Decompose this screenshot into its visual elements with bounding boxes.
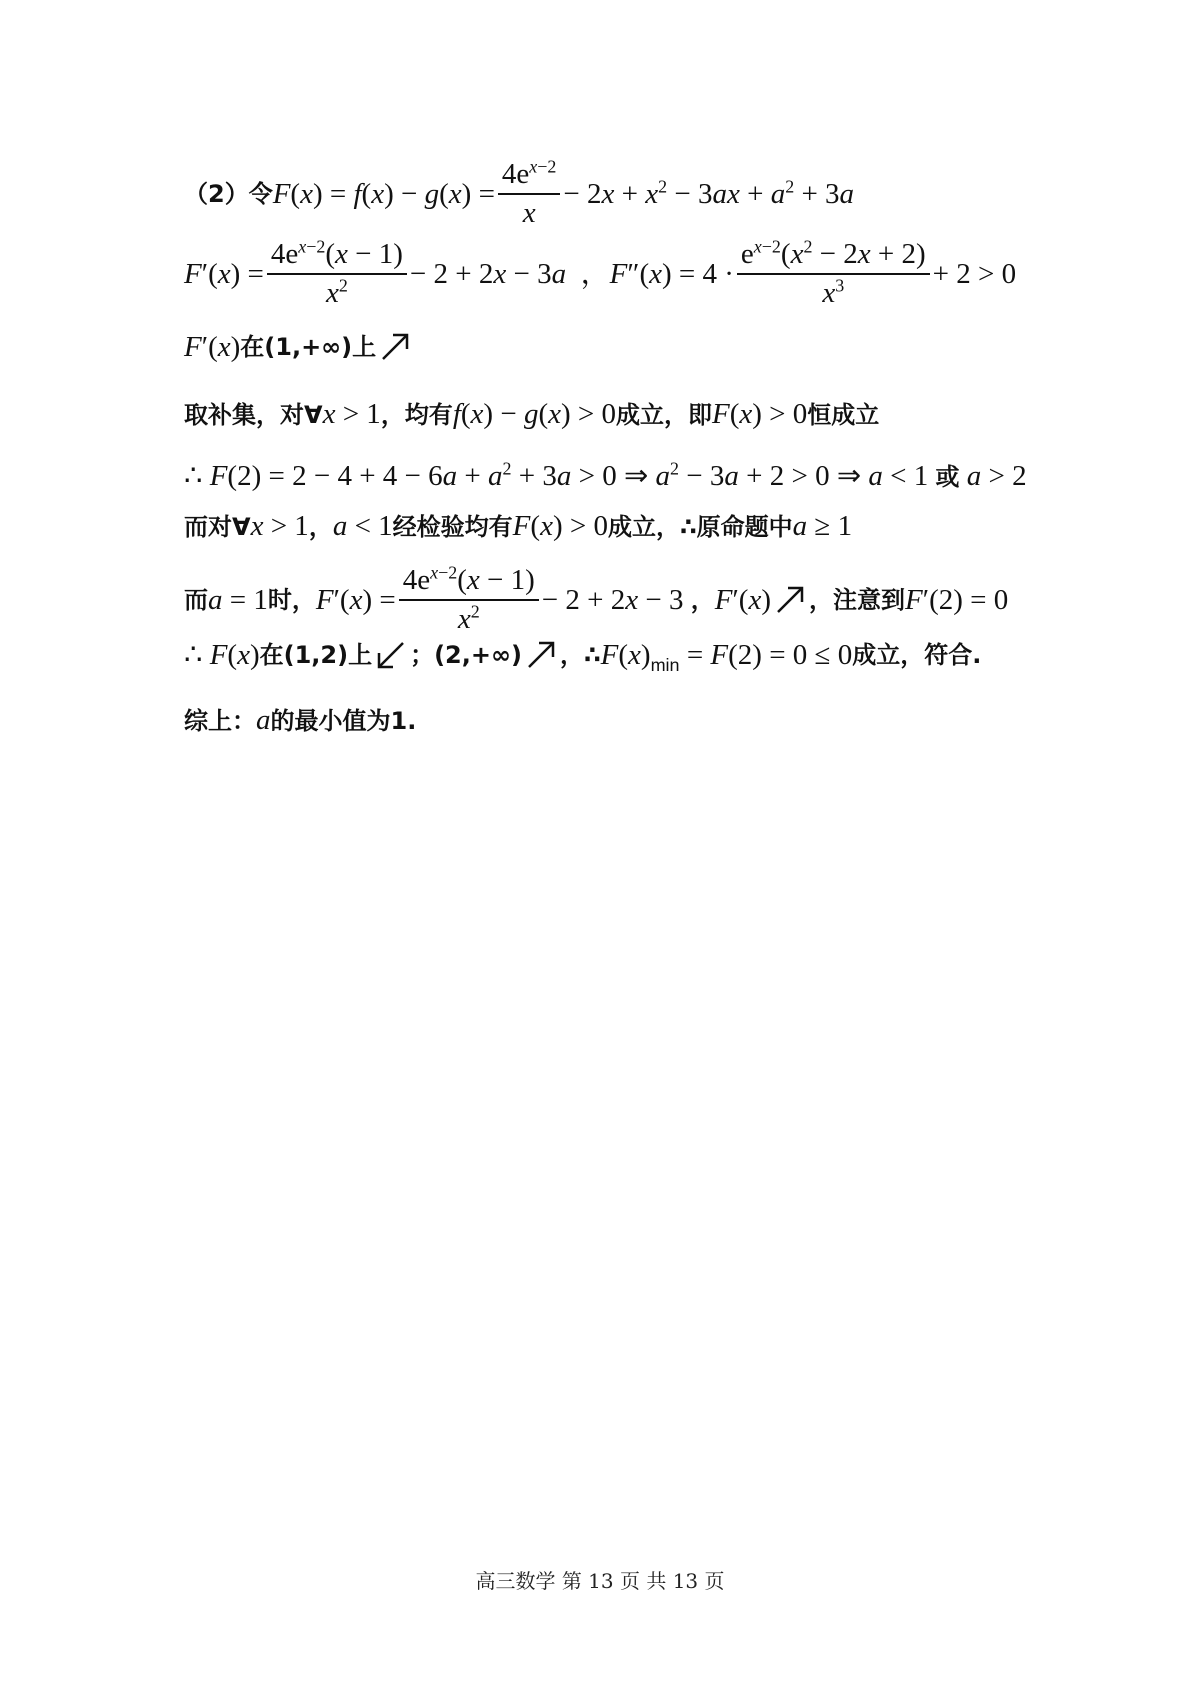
page-footer: 高三数学 第 13 页 共 13 页 <box>475 1569 725 1593</box>
formula: F(x) > 0 <box>712 398 808 430</box>
text: ，∴ <box>559 641 601 669</box>
text: ；(2,+∞) <box>410 641 522 669</box>
formula: F(x) <box>209 638 260 671</box>
text: ， <box>690 586 715 614</box>
fraction: $\frac{4e^{x-2}(x - 1)}{x^2}$ <box>399 566 539 634</box>
solution-line-9 <box>184 706 416 735</box>
fraction: $\frac{4e^{x-2}}{x}$ <box>498 160 560 228</box>
text: 在(1,2)上 <box>259 641 373 669</box>
formula: F′(2) = 0 <box>905 583 1009 616</box>
formula: F′(x) <box>714 583 772 616</box>
increasing-arrow-icon <box>380 332 410 362</box>
fraction: $\frac{4e^{x-2}(x - 1)}{x^2}$ <box>267 240 407 308</box>
increasing-arrow-icon <box>775 585 805 615</box>
solution-line-3 <box>184 332 414 362</box>
text: ，注意到 <box>809 586 906 614</box>
formula: F(x) > 0 <box>512 510 608 542</box>
text: 而 <box>184 586 208 614</box>
solution-line-4 <box>184 400 879 429</box>
formula: F′(x) = <box>315 583 396 616</box>
formula: − 2 + 2x − 3a ，F″(x) = 4 · <box>409 257 734 290</box>
solution-line-5 <box>184 458 1027 492</box>
text: 在(1,+∞)上 <box>240 333 377 361</box>
text: 或 <box>935 462 960 491</box>
fraction: $\frac{e^{x-2}(x^2 - 2x + 2)}{x^3}$ <box>737 240 930 308</box>
text: 成立，即 <box>616 400 712 429</box>
formula: f(x) − g(x) > 0 <box>452 398 616 430</box>
variable-a: a <box>256 704 271 736</box>
text: 的最小值为1. <box>270 706 417 735</box>
formula: + 2 > 0 <box>932 257 1017 290</box>
text: 成立，符合. <box>852 641 982 669</box>
formula: F(x) = f(x) − g(x) = <box>272 177 495 210</box>
formula: $F(x)_{min} = F(2) = 0 \le 0$ <box>600 638 853 675</box>
formula: a = 1 <box>208 583 268 616</box>
formula: F′(x) <box>184 330 241 363</box>
increasing-arrow-icon <box>526 640 556 670</box>
formula: x > 1 <box>322 398 381 430</box>
text: 综上： <box>184 706 256 735</box>
part-label: （2）令 <box>184 180 273 208</box>
text: 成立，∴原命题中 <box>607 512 793 541</box>
decreasing-arrow-icon <box>376 640 406 670</box>
text: 恒成立 <box>807 400 880 429</box>
formula: x > 1 <box>250 510 309 542</box>
formula: F′(x) = <box>184 257 264 290</box>
text: 取补集，对∀ <box>184 400 323 429</box>
text: ， <box>308 512 333 541</box>
solution-line-6 <box>184 512 852 541</box>
solution-line-2 <box>184 236 1017 309</box>
text: ，均有 <box>380 400 453 429</box>
formula: ∴ $F(2) = 2 - 4 + 4 - 6a + a^2 + 3a > 0$ ⇒ $a^2 - 3a + 2 > 0$ ⇒ a < 1 <box>184 458 936 492</box>
text: 经检验均有 <box>392 512 513 541</box>
formula: a < 1 <box>332 510 393 542</box>
formula: a ≥ 1 <box>792 510 853 542</box>
formula: − 2 + 2x − 3 <box>541 583 691 616</box>
solution-line-8 <box>184 638 982 675</box>
text: ∴ <box>184 638 203 671</box>
solution-line-1 <box>184 156 855 229</box>
formula: a > 2 <box>966 460 1027 492</box>
formula: − $2x + x^2 - 3ax + a^2 + 3a$ <box>563 175 855 210</box>
solution-line-7 <box>184 562 1009 635</box>
text: 时， <box>267 586 316 614</box>
text: 而对∀ <box>184 512 251 541</box>
